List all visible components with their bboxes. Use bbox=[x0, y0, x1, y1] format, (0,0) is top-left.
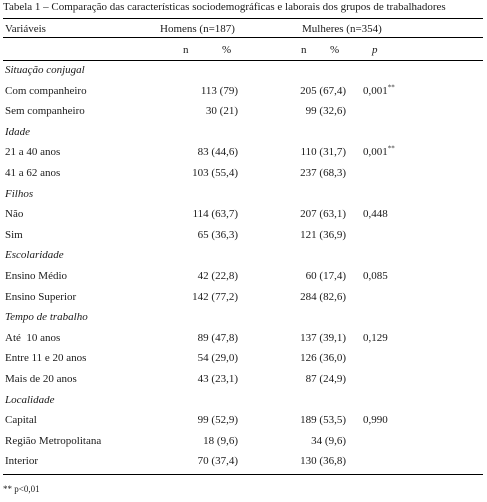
cell-p-value bbox=[363, 269, 388, 283]
cell-men: 83 (44,6) bbox=[197, 146, 238, 158]
p-value-text: 0,001 bbox=[363, 85, 388, 97]
cell-men: 70 (37,4) bbox=[197, 455, 238, 467]
cell-women: 60 (17,4) bbox=[305, 270, 346, 282]
p-value-text: 0,001 bbox=[363, 146, 388, 158]
section-label: Localidade bbox=[5, 394, 55, 406]
section-label: Situação conjugal bbox=[5, 64, 85, 76]
row-label: Ensino Médio bbox=[5, 270, 68, 282]
subheader-rule bbox=[3, 60, 483, 61]
significance-mark: ** bbox=[387, 83, 395, 92]
row-label: Até 10 anos bbox=[5, 332, 61, 344]
p-value-text: 0,990 bbox=[363, 414, 388, 426]
row-label: Com companheiro bbox=[5, 85, 87, 97]
cell-women: 121 (36,9) bbox=[300, 229, 346, 241]
cell-p-value bbox=[363, 84, 395, 98]
subheader-men-n: n bbox=[183, 44, 189, 56]
row-label: Não bbox=[5, 208, 24, 220]
cell-women: 87 (24,9) bbox=[305, 373, 346, 385]
cell-women: 99 (32,6) bbox=[305, 105, 346, 117]
section-label: Escolaridade bbox=[5, 249, 64, 261]
cell-men: 54 (29,0) bbox=[197, 352, 238, 364]
row-label: Região Metropolitana bbox=[5, 435, 102, 447]
row-label: Interior bbox=[5, 455, 38, 467]
cell-men: 99 (52,9) bbox=[197, 414, 238, 426]
cell-women: 237 (68,3) bbox=[300, 167, 346, 179]
section-label: Tempo de trabalho bbox=[5, 311, 88, 323]
cell-men: 43 (23,1) bbox=[197, 373, 238, 385]
cell-men: 142 (77,2) bbox=[192, 291, 238, 303]
cell-men: 89 (47,8) bbox=[197, 332, 238, 344]
cell-p-value bbox=[363, 145, 395, 159]
p-value-text: 0,448 bbox=[363, 208, 388, 220]
cell-men: 18 (9,6) bbox=[203, 435, 238, 447]
subheader-p: p bbox=[372, 44, 378, 56]
significance-mark: ** bbox=[387, 144, 395, 153]
cell-men: 65 (36,3) bbox=[197, 229, 238, 241]
header-variables: Variáveis bbox=[5, 23, 46, 35]
cell-p-value bbox=[363, 413, 388, 427]
table-caption: Tabela 1 – Comparação das características sociodemográficas e laborais dos grupos de trabalhadores bbox=[3, 1, 446, 13]
section-label: Idade bbox=[5, 126, 31, 138]
row-label: Entre 11 e 20 anos bbox=[5, 352, 87, 364]
cell-men: 42 (22,8) bbox=[197, 270, 238, 282]
row-label: Ensino Superior bbox=[5, 291, 77, 303]
p-value-text: 0,129 bbox=[363, 332, 388, 344]
header-men: Homens (n=187) bbox=[160, 23, 235, 35]
table-top-rule bbox=[3, 18, 483, 19]
subheader-men-pct: % bbox=[222, 44, 232, 56]
cell-men: 113 (79) bbox=[200, 85, 238, 97]
cell-men: 114 (63,7) bbox=[192, 208, 238, 220]
subheader-women-pct: % bbox=[330, 44, 340, 56]
cell-women: 137 (39,1) bbox=[300, 332, 346, 344]
cell-p-value bbox=[363, 207, 388, 221]
cell-men: 103 (55,4) bbox=[192, 167, 238, 179]
row-label: 21 a 40 anos bbox=[5, 146, 61, 158]
cell-women: 207 (63,1) bbox=[300, 208, 346, 220]
cell-women: 130 (36,8) bbox=[300, 455, 346, 467]
p-value-text: 0,085 bbox=[363, 270, 388, 282]
subheader-women-n: n bbox=[301, 44, 307, 56]
header-rule bbox=[3, 37, 483, 38]
cell-women: 110 (31,7) bbox=[300, 146, 346, 158]
header-women: Mulheres (n=354) bbox=[302, 23, 382, 35]
footnote: ** p<0,01 bbox=[3, 484, 40, 494]
row-label: Sim bbox=[5, 229, 23, 241]
row-label: 41 a 62 anos bbox=[5, 167, 61, 179]
row-label: Capital bbox=[5, 414, 37, 426]
cell-women: 284 (82,6) bbox=[300, 291, 346, 303]
table-bottom-rule bbox=[3, 474, 483, 475]
row-label: Mais de 20 anos bbox=[5, 373, 77, 385]
section-label: Filhos bbox=[5, 188, 34, 200]
cell-p-value bbox=[363, 331, 388, 345]
row-label: Sem companheiro bbox=[5, 105, 85, 117]
cell-men: 30 (21) bbox=[205, 105, 238, 117]
cell-women: 34 (9,6) bbox=[311, 435, 346, 447]
cell-women: 205 (67,4) bbox=[300, 85, 346, 97]
cell-women: 189 (53,5) bbox=[300, 414, 346, 426]
cell-women: 126 (36,0) bbox=[300, 352, 346, 364]
